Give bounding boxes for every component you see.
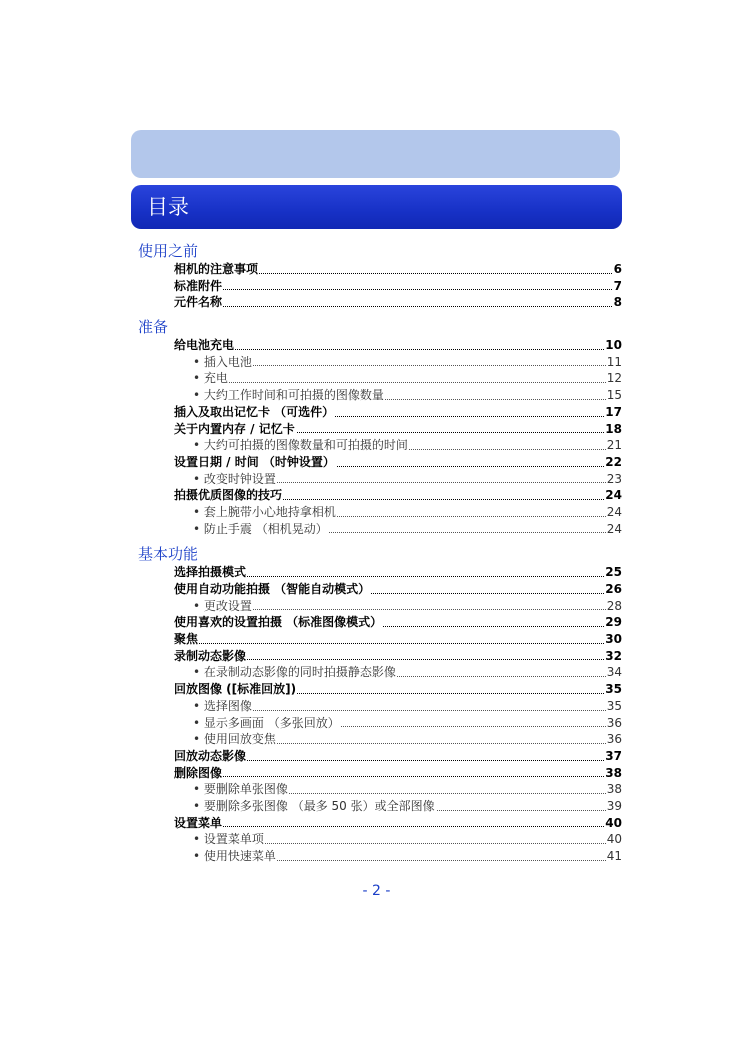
toc-entry-page: 21 (606, 438, 622, 453)
toc-entry-label: • 显示多画面 （多张回放） (193, 715, 340, 730)
toc-subentry[interactable] (193, 664, 622, 681)
dot-leader (174, 349, 622, 350)
toc-entry-label: 关于内置内存 / 记忆卡 (174, 421, 295, 436)
toc-entry-label: • 改变时钟设置 (193, 471, 276, 486)
toc-entry-page: 38 (606, 782, 622, 797)
dot-leader (193, 710, 622, 711)
toc-entry[interactable] (174, 681, 622, 698)
toc-entry[interactable] (174, 337, 622, 354)
toc-entry-label: 使用喜欢的设置拍摄 （标准图像模式） (174, 615, 383, 630)
toc-entry-page: 40 (606, 832, 622, 847)
toc-subentry[interactable] (193, 731, 622, 748)
toc-entry-label: 设置日期 / 时间 （时钟设置） (174, 454, 335, 469)
toc-entry-page: 28 (606, 598, 622, 613)
toc-entry-page: 10 (605, 338, 622, 353)
toc-subentry[interactable] (193, 698, 622, 715)
section-gap (138, 311, 622, 318)
toc-subentry[interactable] (193, 831, 622, 848)
toc-entry-label: 选择拍摄模式 (174, 565, 247, 580)
toc-entry[interactable] (174, 815, 622, 832)
toc-entry-page: 34 (606, 665, 622, 680)
toc-entry-label: • 大约可拍摄的图像数量和可拍摄的时间 (193, 438, 408, 453)
section-title: 基本功能 (138, 545, 199, 564)
dot-leader (193, 365, 622, 366)
toc-entry-label: • 大约工作时间和可拍摄的图像数量 (193, 388, 384, 403)
toc-entry-label: • 选择图像 (193, 698, 252, 713)
toc-entry-page: 8 (613, 295, 622, 310)
toc-entry[interactable] (174, 564, 622, 581)
toc-entry[interactable] (174, 631, 622, 648)
toc-entry-page: 36 (606, 715, 622, 730)
toc-entry-page: 32 (605, 648, 622, 663)
toc-subentry[interactable] (193, 715, 622, 732)
toc-entry-label: • 要删除多张图像 （最多 50 张）或全部图像 (193, 798, 435, 813)
toc-entry-page: 25 (605, 565, 622, 580)
page-title: 目录 (147, 195, 189, 219)
dot-leader (193, 382, 622, 383)
toc-entry-page: 30 (605, 632, 622, 647)
toc-entry-page: 29 (605, 615, 622, 630)
toc-entry-page: 17 (605, 404, 622, 419)
toc-entry-label: • 在录制动态影像的同时拍摄静态影像 (193, 665, 396, 680)
toc-subentry[interactable] (193, 598, 622, 615)
toc-entry-page: 37 (605, 748, 622, 763)
toc-entry-label: • 插入电池 (193, 354, 252, 369)
toc-entry[interactable] (174, 278, 622, 295)
toc-entry[interactable] (174, 765, 622, 782)
toc-subentry[interactable] (193, 848, 622, 865)
toc-entry[interactable] (174, 614, 622, 631)
toc-entry-label: 标准附件 (174, 278, 223, 293)
toc-entry-page: 35 (605, 682, 622, 697)
toc-entry-label: 回放图像 ([标准回放]) (174, 682, 297, 697)
dot-leader (174, 776, 622, 777)
toc-entry-label: 设置菜单 (174, 815, 223, 830)
toc-entry-page: 38 (605, 765, 622, 780)
toc-entry[interactable] (174, 648, 622, 665)
toc-entry-label: • 要删除单张图像 (193, 782, 288, 797)
toc-entry-label: 删除图像 (174, 765, 223, 780)
toc-entry-label: 回放动态影像 (174, 748, 247, 763)
section-title: 使用之前 (138, 242, 199, 260)
dot-leader (193, 609, 622, 610)
toc-subentry[interactable] (193, 387, 622, 404)
toc-entry[interactable] (174, 421, 622, 438)
toc-entry-page: 6 (613, 262, 622, 276)
section-gap (138, 537, 622, 545)
toc-entry-page: 24 (606, 521, 622, 536)
toc-subentry[interactable] (193, 354, 622, 371)
toc-subentry[interactable] (193, 370, 622, 387)
toc-entry[interactable] (174, 261, 622, 278)
toc-entry-page: 40 (605, 815, 622, 830)
toc-entry[interactable] (174, 294, 622, 311)
toc-entry-label: 插入及取出记忆卡 （可选件） (174, 404, 335, 419)
dot-leader (174, 289, 622, 290)
toc-entry-label: 使用自动功能拍摄 （智能自动模式） (174, 582, 371, 596)
toc-entry-page: 23 (606, 471, 622, 486)
section-title: 准备 (138, 318, 169, 337)
toc-subentry[interactable] (193, 781, 622, 798)
toc-entry-page: 12 (606, 371, 622, 386)
toc-entry-page: 7 (613, 278, 622, 293)
dot-leader (174, 306, 622, 307)
toc-entry-page: 39 (606, 798, 622, 813)
dot-leader (174, 643, 622, 644)
toc-entry-page: 11 (606, 354, 622, 369)
toc-entry-page: 26 (605, 582, 622, 596)
toc-entry-label: • 防止手震 （相机晃动） (193, 521, 328, 536)
toc-entry-label: 元件名称 (174, 295, 223, 310)
toc-entry-label: 相机的注意事项 (174, 262, 259, 276)
toc-entry-page: 35 (606, 698, 622, 713)
toc-title-bar (131, 185, 622, 229)
toc-subentry[interactable] (193, 504, 622, 521)
toc-entry-page: 15 (606, 388, 622, 403)
toc-entry-label: 录制动态影像 (174, 648, 247, 663)
toc-subentry[interactable] (193, 437, 622, 454)
toc-entry-page: 41 (606, 849, 622, 863)
toc-entry-page: 24 (605, 488, 622, 503)
toc-entry-label: • 套上腕带小心地持拿相机 (193, 504, 336, 519)
toc-subentry[interactable] (193, 798, 622, 815)
toc-entry-label: • 充电 (193, 371, 228, 386)
toc-entry[interactable] (174, 748, 622, 765)
page-number: - 2 - (362, 883, 391, 899)
toc-entry-page: 22 (605, 454, 622, 469)
table-of-contents (138, 242, 622, 865)
toc-entry-label: 给电池充电 (174, 338, 235, 353)
toc-subentry[interactable] (193, 521, 622, 538)
toc-entry-label: • 更改设置 (193, 598, 252, 613)
toc-entry-label: 聚焦 (174, 632, 199, 647)
dot-leader (174, 826, 622, 827)
toc-entry-page: 36 (606, 732, 622, 747)
toc-entry-page: 24 (606, 504, 622, 519)
toc-entry-label: • 设置菜单项 (193, 832, 264, 847)
toc-subentry[interactable] (193, 471, 622, 488)
toc-entry-label: 拍摄优质图像的技巧 (174, 488, 283, 503)
toc-entry-label: • 使用快速菜单 (193, 849, 276, 863)
toc-entry[interactable] (174, 404, 622, 421)
toc-entry-page: 18 (605, 421, 622, 436)
toc-entry-label: • 使用回放变焦 (193, 732, 276, 747)
toc-entry[interactable] (174, 487, 622, 504)
toc-entry[interactable] (174, 581, 622, 598)
toc-entry[interactable] (174, 454, 622, 471)
header-banner (131, 130, 620, 178)
